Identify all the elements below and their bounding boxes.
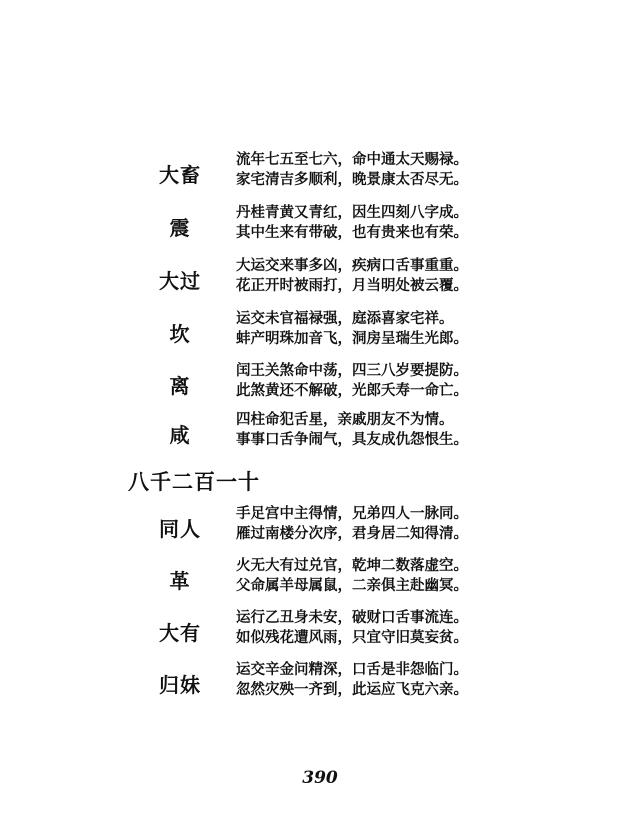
- hexagram-name: 归妹: [159, 672, 201, 697]
- verse: [236, 309, 616, 349]
- verse-line-1: 流年七五至七六，命中通太天赐禄。: [236, 151, 468, 168]
- verse-line-2: 忽然灾殃一齐到，此运应飞克六亲。: [236, 681, 468, 698]
- entry-li: [0, 361, 640, 407]
- verse-line-1: 火无大有过兑官，乾坤二数落虚空。: [236, 557, 468, 574]
- verse: [236, 410, 616, 450]
- entry-tongren: [0, 504, 640, 550]
- verse: [236, 660, 616, 700]
- verse: [236, 504, 616, 544]
- verse: [236, 556, 616, 596]
- verse-line-1: 手足宫中主得情，兄弟四人一脉同。: [236, 505, 468, 522]
- verse-line-1: 丹桂青黄又青红，因生四刻八字成。: [236, 204, 468, 221]
- verse-line-2: 事事口舌争闹气，具友成仇怨恨生。: [236, 431, 468, 448]
- hexagram-name: 咸: [169, 422, 191, 447]
- verse-line-1: 四柱命犯舌星，亲戚朋友不为情。: [236, 411, 454, 428]
- hexagram-name: 大畜: [159, 162, 201, 187]
- hexagram-name: 大过: [159, 268, 201, 293]
- entry-guimei: [0, 660, 640, 706]
- section-heading: 八千二百一十: [128, 469, 260, 494]
- page-number: 390: [302, 768, 338, 788]
- verse-line-2: 其中生来有带破，也有贵来也有荣。: [236, 224, 468, 241]
- hexagram-name: 震: [169, 215, 191, 240]
- verse-line-2: 父命属羊母属鼠，二亲俱主赴幽冥。: [236, 577, 468, 594]
- verse-line-2: 蚌产明珠加音飞，洞房呈瑞生光郎。: [236, 330, 468, 347]
- hexagram-name: 离: [169, 373, 191, 398]
- entry-dayou: [0, 608, 640, 654]
- verse-line-1: 运行乙丑身未安，破财口舌事流连。: [236, 609, 468, 626]
- verse-line-1: 运交辛金问精深，口舌是非怨临门。: [236, 661, 468, 678]
- verse-line-1: 闰王关煞命中荡，四三八岁要提防。: [236, 362, 468, 379]
- hexagram-name: 大有: [159, 620, 201, 645]
- verse-line-2: 此煞黄还不解破，光郎夭寿一命亡。: [236, 382, 468, 399]
- verse: [236, 203, 616, 243]
- hexagram-name: 同人: [159, 516, 201, 541]
- verse-line-2: 家宅清吉多顺利，晚景康太否尽无。: [236, 171, 468, 188]
- entry-xian: [0, 410, 640, 456]
- verse-line-1: 运交未官福禄强，庭添喜家宅祥。: [236, 310, 454, 327]
- entry-daguo: [0, 256, 640, 302]
- entry-kan: [0, 309, 640, 355]
- entry-ge: [0, 556, 640, 602]
- verse-line-2: 如似残花遭风雨，只宜守旧莫妄贫。: [236, 629, 468, 646]
- entry-zhen: [0, 203, 640, 249]
- verse: [236, 608, 616, 648]
- verse: [236, 256, 616, 296]
- verse: [236, 361, 616, 401]
- entry-daxu: [0, 150, 640, 196]
- hexagram-name: 革: [169, 568, 191, 593]
- verse-line-2: 雁过南楼分次序，君身居二知得清。: [236, 525, 468, 542]
- verse: [236, 150, 616, 190]
- hexagram-name: 坎: [169, 321, 191, 346]
- verse-line-2: 花正开时被雨打，月当明处被云覆。: [236, 277, 468, 294]
- verse-line-1: 大运交来事多凶，疾病口舌事重重。: [236, 257, 468, 274]
